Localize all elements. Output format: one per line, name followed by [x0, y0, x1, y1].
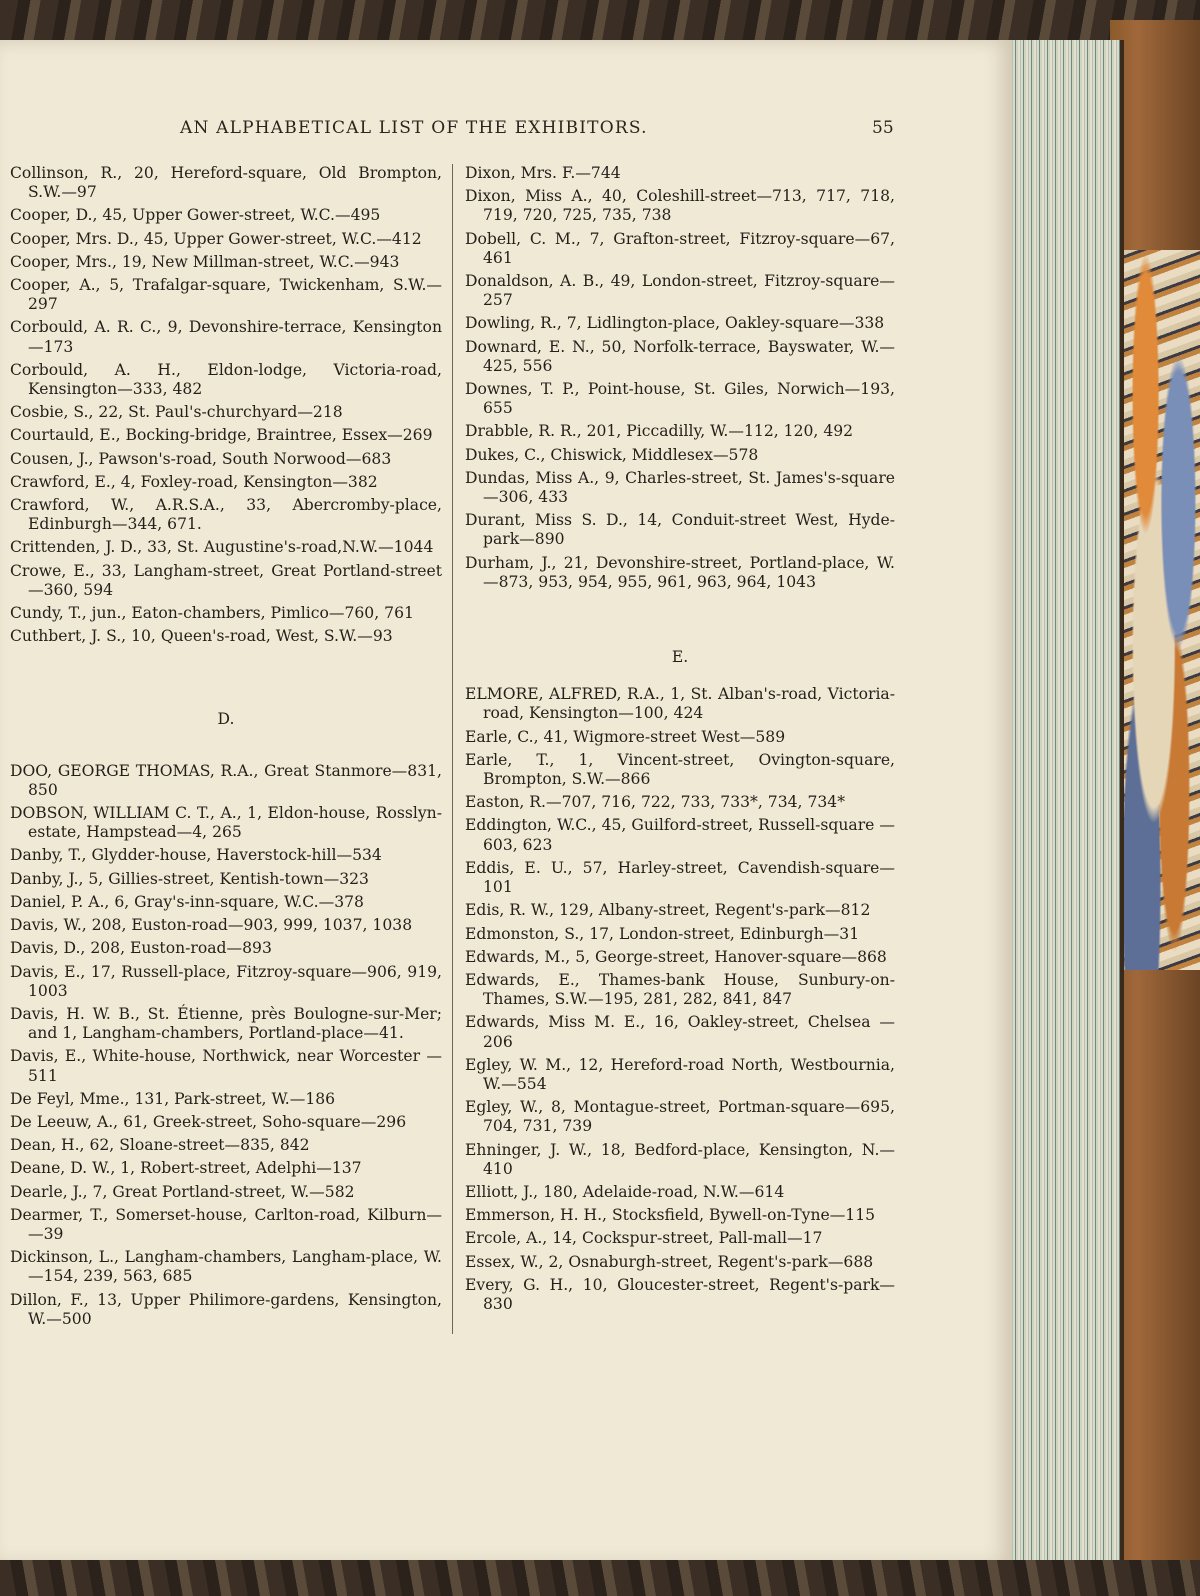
list-item: Dickinson, L., Langham-chambers, Langham-place, W.—154, 239, 563, 685	[10, 1248, 442, 1286]
list-item: Corbould, A. H., Eldon-lodge, Victoria-road, Kensington—333, 482	[10, 360, 442, 399]
list-item: Edwards, M., 5, George-street, Hanover-square—868	[465, 947, 887, 966]
list-item: Essex, W., 2, Osnaburgh-street, Regent's-park—688	[465, 1252, 874, 1271]
list-item: DOO, GEORGE THOMAS, R.A., Great Stanmore—831, 850	[10, 761, 442, 799]
list-item: Easton, R.—707, 716, 722, 733, 733*, 734, 734*	[465, 793, 846, 812]
list-item: Cosbie, S., 22, St. Paul's-churchyard—218	[10, 403, 343, 422]
list-item: Dowling, R., 7, Lidlington-place, Oakley-square—338	[465, 314, 885, 333]
right-column	[465, 164, 895, 1318]
list-item: ELMORE, ALFRED, R.A., 1, St. Alban's-road, Victoria-road, Kensington—100, 424	[465, 685, 895, 723]
list-item: Cooper, A., 5, Trafalgar-square, Twickenham, S.W.—297	[10, 276, 442, 314]
list-item: Downard, E. N., 50, Norfolk-terrace, Bayswater, W.—425, 556	[465, 337, 895, 375]
list-item: Davis, E., 17, Russell-place, Fitzroy-square—906, 919, 1003	[10, 962, 442, 1000]
list-item: Donaldson, A. B., 49, London-street, Fitzroy-square—257	[465, 272, 895, 310]
list-item: Durant, Miss S. D., 14, Conduit-street West, Hyde-park—890	[465, 511, 895, 549]
list-item: De Feyl, Mme., 131, Park-street, W.—186	[10, 1089, 336, 1108]
section-heading-e: E.	[671, 648, 689, 667]
page-title: AN ALPHABETICAL LIST OF THE EXHIBITORS.	[180, 118, 648, 138]
list-item: Earle, T., 1, Vincent-street, Ovington-square, Brompton, S.W.—866	[465, 750, 895, 789]
list-item: Davis, W., 208, Euston-road—903, 999, 1037, 1038	[10, 916, 413, 935]
list-item: Cooper, Mrs., 19, New Millman-street, W.C.—943	[10, 252, 400, 271]
list-item: Dean, H., 62, Sloane-street—835, 842	[10, 1136, 310, 1155]
list-item: Davis, H. W. B., St. Étienne, près Boulogne-sur-Mer; and 1, Langham-chambers, Portland-place—41.	[10, 1004, 442, 1043]
section-heading-d: D.	[217, 710, 235, 729]
list-item: Cooper, D., 45, Upper Gower-street, W.C.—495	[10, 206, 381, 225]
list-item: Corbould, A. R. C., 9, Devonshire-terrace, Kensington —173	[10, 318, 442, 356]
list-item: Edwards, Miss M. E., 16, Oakley-street, Chelsea —206	[465, 1013, 895, 1051]
list-item: Elliott, J., 180, Adelaide-road, N.W.—614	[465, 1182, 785, 1201]
list-item: Collinson, R., 20, Hereford-square, Old Brompton, S.W.—97	[10, 164, 442, 202]
list-item: Danby, J., 5, Gillies-street, Kentish-town—323	[10, 869, 369, 888]
list-item: Davis, E., White-house, Northwick, near Worcester —511	[10, 1047, 442, 1085]
list-item: DOBSON, WILLIAM C. T., A., 1, Eldon-house, Rosslyn-estate, Hampstead—4, 265	[10, 804, 442, 842]
list-item: Dobell, C. M., 7, Grafton-street, Fitzroy-square—67, 461	[465, 229, 895, 267]
list-item: Courtauld, E., Bocking-bridge, Braintree, Essex—269	[10, 426, 433, 445]
list-item: Dixon, Mrs. F.—744	[465, 164, 621, 182]
list-item: Crawford, E., 4, Foxley-road, Kensington—382	[10, 472, 378, 491]
list-item: Edwards, E., Thames-bank House, Sunbury-on-Thames, S.W.—195, 281, 282, 841, 847	[465, 970, 895, 1009]
page-number: 55	[872, 118, 894, 138]
list-item: Daniel, P. A., 6, Gray's-inn-square, W.C.—378	[10, 892, 364, 911]
book-cover-top	[0, 0, 1200, 44]
list-item: Eddis, E. U., 57, Harley-street, Cavendish-square—101	[465, 858, 895, 897]
list-item: De Leeuw, A., 61, Greek-street, Soho-square—296	[10, 1112, 407, 1131]
list-item: Danby, T., Glydder-house, Haverstock-hill—534	[10, 846, 382, 865]
list-item: Cooper, Mrs. D., 45, Upper Gower-street, W.C.—412	[10, 229, 422, 248]
list-item: Ehninger, J. W., 18, Bedford-place, Kensington, N.—410	[465, 1140, 895, 1178]
list-item: Drabble, R. R., 201, Piccadilly, W.—112, 120, 492	[465, 422, 854, 441]
list-item: Edis, R. W., 129, Albany-street, Regent's-park—812	[465, 901, 871, 920]
list-item: Dearmer, T., Somerset-house, Carlton-road, Kilburn— —39	[10, 1205, 442, 1243]
list-item: Cousen, J., Pawson's-road, South Norwood—683	[10, 449, 392, 468]
list-item: Emmerson, H. H., Stocksfield, Bywell-on-Tyne—115	[465, 1206, 876, 1225]
list-item: Crowe, E., 33, Langham-street, Great Portland-street —360, 594	[10, 561, 442, 599]
list-item: Cundy, T., jun., Eaton-chambers, Pimlico—760, 761	[10, 604, 414, 623]
marbled-endpaper	[1118, 250, 1200, 970]
list-item: Edmonston, S., 17, London-street, Edinburgh—31	[465, 924, 860, 943]
list-item: Deane, D. W., 1, Robert-street, Adelphi—137	[10, 1159, 362, 1178]
book-cover-bottom	[0, 1560, 1200, 1596]
list-item: Dillon, F., 13, Upper Philimore-gardens, Kensington, W.—500	[10, 1290, 442, 1328]
list-item: Dearle, J., 7, Great Portland-street, W.—582	[10, 1182, 355, 1201]
list-item: Cuthbert, J. S., 10, Queen's-road, West, S.W.—93	[10, 627, 393, 646]
list-item: Dundas, Miss A., 9, Charles-street, St. James's-square —306, 433	[465, 468, 895, 507]
list-item: Crawford, W., A.R.S.A., 33, Abercromby-place, Edinburgh—344, 671.	[10, 496, 442, 534]
list-item: Ercole, A., 14, Cockspur-street, Pall-mall—17	[465, 1229, 823, 1248]
list-item: Dixon, Miss A., 40, Coleshill-street—713, 717, 718, 719, 720, 725, 735, 738	[465, 187, 895, 225]
left-column	[10, 164, 442, 1333]
list-item: Dukes, C., Chiswick, Middlesex—578	[465, 445, 759, 464]
list-item: Crittenden, J. D., 33, St. Augustine's-road,N.W.—1044	[10, 538, 434, 557]
list-item: Egley, W. M., 12, Hereford-road North, Westbournia, W.—554	[465, 1055, 895, 1093]
column-divider	[452, 164, 453, 1334]
list-item: Every, G. H., 10, Gloucester-street, Regent's-park—830	[465, 1275, 895, 1313]
list-item: Egley, W., 8, Montague-street, Portman-square—695, 704, 731, 739	[465, 1098, 895, 1136]
list-item: Eddington, W.C., 45, Guilford-street, Russell-square —603, 623	[465, 816, 895, 854]
page-edges	[1010, 40, 1124, 1565]
list-item: Davis, D., 208, Euston-road—893	[10, 939, 272, 958]
list-item: Durham, J., 21, Devonshire-street, Portland-place, W. —873, 953, 954, 955, 961, 963, 964, 1043	[465, 553, 895, 591]
list-item: Earle, C., 41, Wigmore-street West—589	[465, 727, 786, 746]
list-item: Downes, T. P., Point-house, St. Giles, Norwich—193, 655	[465, 380, 895, 418]
